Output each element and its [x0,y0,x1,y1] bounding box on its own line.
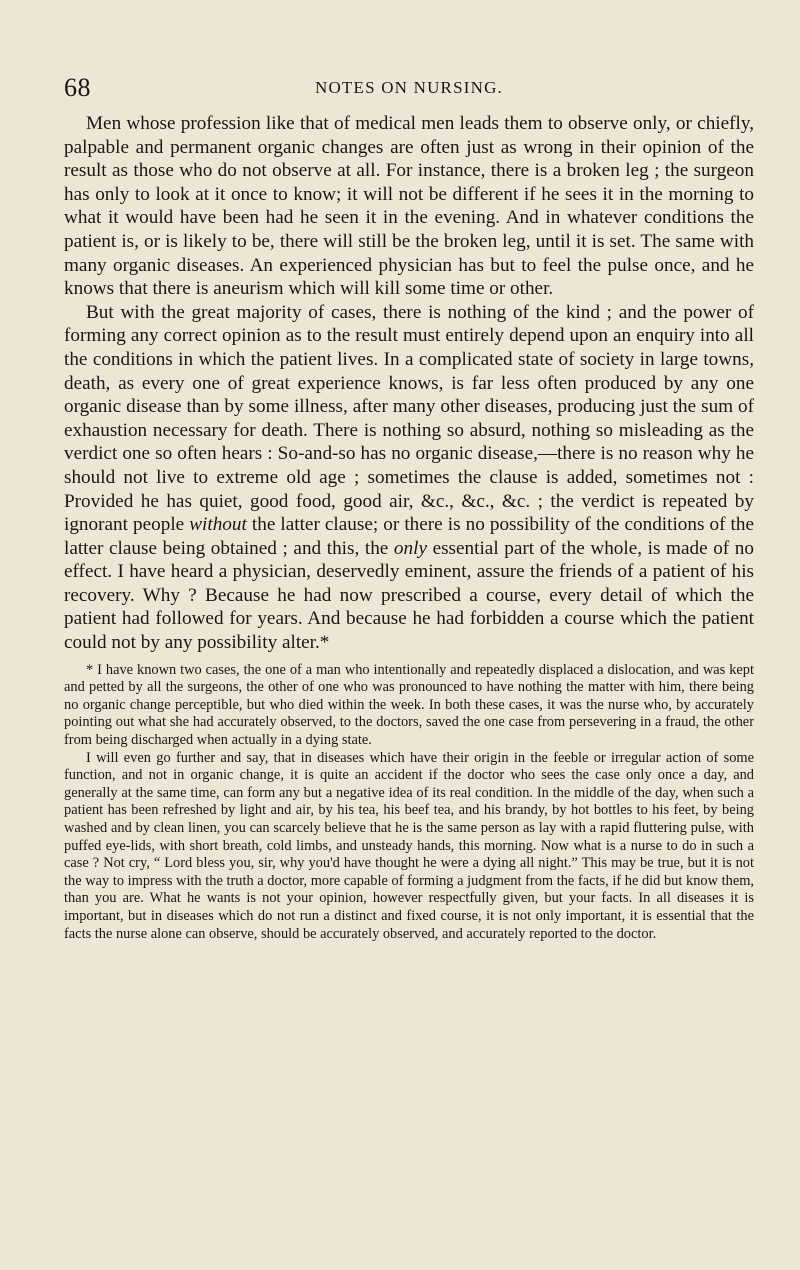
paragraph-text: the latter clause; or there is no possibility of the conditions of the latter clause being obtained ; and this, the [64,514,755,559]
footnote: * I have known two cases, the one of a man who intentionally and repeatedly displaced a dislocation, and was kept and petted by all the surgeons, the other of one who was pronounced to have nothing the matter with him, there being no organic change perceptible, but who died within the week. In both these cases, it was the nurse who, by accurately pointing out what she had accurately observed, to the doctors, saved the one case from persevering in a fraud, the other from being discharged when actually in a dying state. [64,661,754,749]
body-text [64,112,754,943]
running-title: NOTES ON NURSING. [314,78,504,97]
running-header [64,73,754,102]
paragraph [64,301,754,655]
paragraph-text: Men whose profession like that of medical men leads them to observe only, or chiefly, palpable and permanent organic changes are often just as wrong in their opinion of the result as those who do not observe at all. For instance, there is a broken leg ; the surgeon has only to look at it once to know; it will not be different if he sees it in the morning to what it would have been had he seen it in the evening. And in whatever conditions the patient is, or is likely to be, there will still be the broken leg, until it is set. The same with many organic diseases. An experienced physician has but to feel the pulse once, and he knows that there is aneurism which will kill some time or other. [64,113,754,300]
footnote-continuation: I will even go further and say, that in diseases which have their origin in the feeble or irregular action of some function, and not in organic change, it is quite an accident if the doctor who sees the case only once a day, and generally at the same time, can form any but a negative idea of its real condition. In the middle of the day, when such a patient has been refreshed by light and air, by his tea, his beef tea, and his brandy, by hot bottles to his feet, by being washed and by clean linen, you can scarcely believe that he is the same person as lay with a rapid fluttering pulse, with puffed eye-lids, with short breath, cold limbs, and unsteady hands, this morning. Now what is a nurse to do in such a case ? Not cry, “ Lord bless you, sir, why you'd have thought he were a dying all night.” This may be true, but it is not the way to impress with the truth a doctor, more capable of forming a judgment from the facts, if he did but know them, than you are. What he wants is not your opinion, however respectfully given, but your facts. In all diseases it is important, but in diseases which do not run a distinct and fixed course, it is not only important, it is essential that the facts the nurse alone can observe, should be accurately observed, and accurately reported to the doctor. [64,749,754,942]
page-number: 68 [64,73,91,102]
footnotes [64,662,754,944]
paragraph-text: But with the great majority of cases, there is nothing of the kind ; and the power of forming any correct opinion as to the result must entirely depend upon an enquiry into all the conditions in which the patient lives. In a complicated state of society in large towns, death, as every one of great experience knows, is far less often produced by any one organic disease than by some illness, after many other diseases, producing just the sum of exhaustion necessary for death. There is nothing so absurd, nothing so misleading as the verdict one so often hears : So-and-so has no organic disease,—there is no reason why he should not live to extreme old age ; sometimes the clause is added, sometimes not : Provided he has quiet, good food, good air, &c., &c., &c. ; the verdict is repeated by ignorant people [64,301,754,536]
emphasis-text: only [393,537,427,559]
paragraph-text: essential part of the whole, is made of no effect. I have heard a physician, deservedly eminent, assure the friends of a patient of his recovery. Why ? Because he had now prescribed a course, every detail of which the patient had followed for years. And because he had forbidden a course which the patient could not by any possibility alter.* [64,537,754,654]
paragraph [64,112,754,301]
emphasis-text: without [189,514,247,536]
